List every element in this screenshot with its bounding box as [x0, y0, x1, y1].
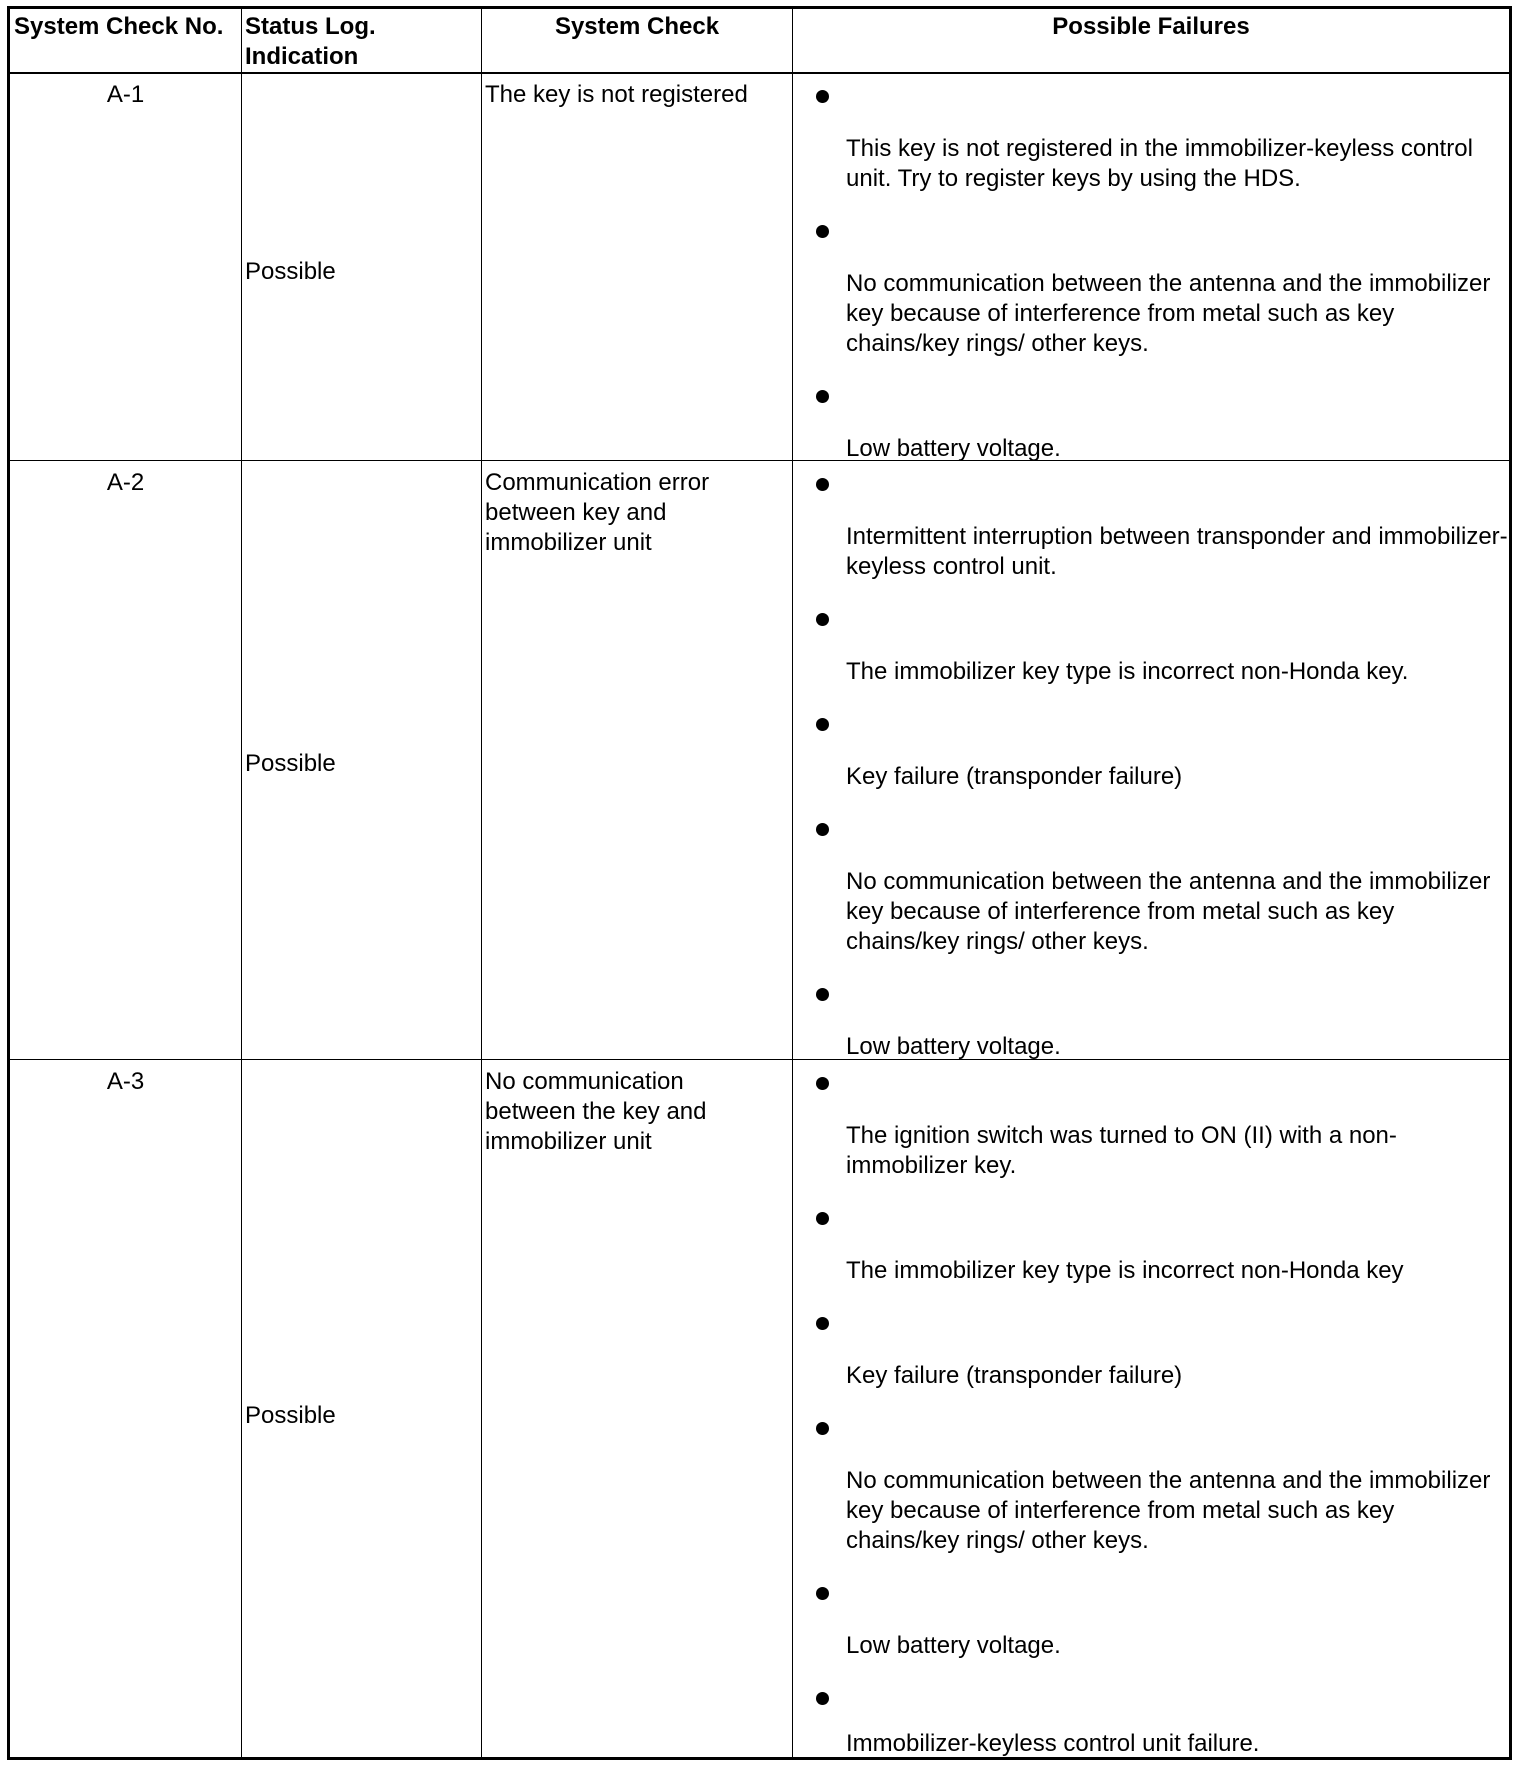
bullet-icon	[816, 390, 829, 403]
system-check-table	[7, 6, 1512, 1760]
bullet-icon	[816, 1587, 829, 1600]
bullet-icon	[816, 1692, 829, 1705]
header-system-check: System Check	[554, 13, 720, 40]
column-divider	[241, 9, 242, 1757]
bullet-icon	[816, 225, 829, 238]
column-divider	[481, 9, 482, 1757]
row-a3-system-check: No communication between the key and immobilizer unit	[485, 1068, 707, 1155]
row-a1-failure-3: Low battery voltage.	[846, 435, 1061, 462]
header-system-check-no: System Check No.	[14, 13, 224, 40]
header-status-log-indication: Status Log. Indication	[245, 13, 376, 70]
row-a2-failure-1: Intermittent interruption between transponder and immobilizer-keyless control unit.	[846, 523, 1508, 580]
header-divider	[10, 72, 1509, 74]
row-a2-failure-4: No communication between the antenna and the immobilizer key because of interference from metal such as key chains/key rings/ other keys.	[846, 868, 1491, 955]
bullet-icon	[816, 988, 829, 1001]
bullet-icon	[816, 718, 829, 731]
row-a2-system-check: Communication error between key and immobilizer unit	[485, 469, 710, 556]
row-a3-status: Possible	[245, 1402, 336, 1429]
row-a1-failure-1: This key is not registered in the immobilizer-keyless control unit. Try to register keys by using the HDS.	[846, 135, 1473, 192]
bullet-icon	[816, 1422, 829, 1435]
bullet-icon	[816, 1077, 829, 1090]
row-a1-system-check: The key is not registered	[485, 81, 748, 108]
row-a3-failure-3: Key failure (transponder failure)	[846, 1362, 1183, 1389]
row-a3-failure-2: The immobilizer key type is incorrect non-Honda key	[846, 1257, 1404, 1284]
row-a2-status: Possible	[245, 750, 336, 777]
bullet-icon	[816, 1212, 829, 1225]
row-a2-check-no: A-2	[106, 469, 145, 496]
row-a3-failure-5: Low battery voltage.	[846, 1632, 1061, 1659]
row-a3-failure-6: Immobilizer-keyless control unit failure.	[846, 1730, 1260, 1757]
row-a1-status: Possible	[245, 258, 336, 285]
bullet-icon	[816, 613, 829, 626]
column-divider	[792, 9, 793, 1757]
bullet-icon	[816, 1317, 829, 1330]
bullet-icon	[816, 90, 829, 103]
row-a1-failure-2: No communication between the antenna and the immobilizer key because of interference from metal such as key chains/key rings/ other keys.	[846, 270, 1491, 357]
row-a3-failure-4: No communication between the antenna and the immobilizer key because of interference from metal such as key chains/key rings/ other keys.	[846, 1467, 1491, 1554]
row-a2-failure-3: Key failure (transponder failure)	[846, 763, 1183, 790]
header-possible-failures: Possible Failures	[1052, 13, 1250, 40]
row-a3-failure-1: The ignition switch was turned to ON (II) with a non-immobilizer key.	[846, 1122, 1397, 1179]
bullet-icon	[816, 478, 829, 491]
row-a3-check-no: A-3	[106, 1068, 145, 1095]
bullet-icon	[816, 823, 829, 836]
row-a2-failure-2: The immobilizer key type is incorrect non-Honda key.	[846, 658, 1409, 685]
row-a2-failure-5: Low battery voltage.	[846, 1033, 1061, 1060]
row-a1-check-no: A-1	[106, 81, 145, 108]
